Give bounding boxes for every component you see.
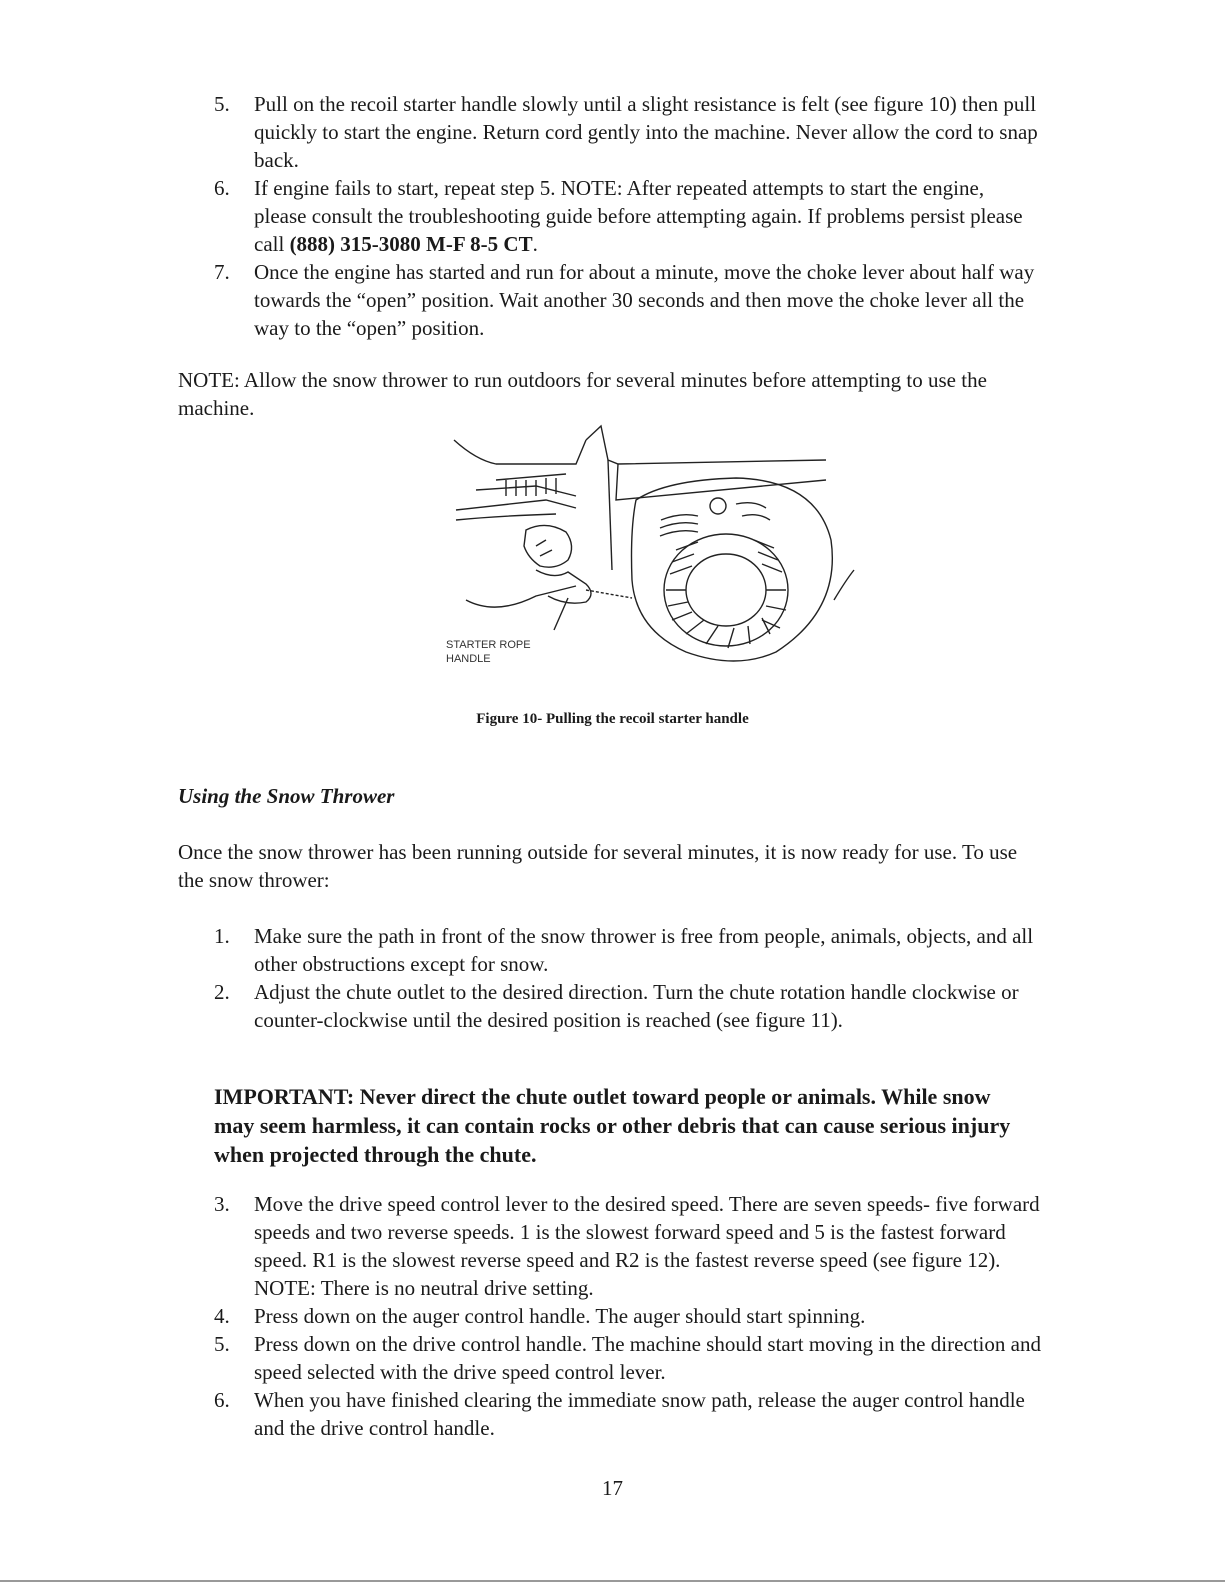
important-warning: IMPORTANT: Never direct the chute outlet toward people or animals. While snow may seem harmless, it can contain rocks or other debris that can cause serious injury when projected through the chute. — [214, 1084, 1011, 1167]
list-item — [178, 978, 1038, 1034]
list-item-number: 4. — [214, 1304, 230, 1328]
list-item-number: 3. — [214, 1192, 230, 1216]
list-item-number: 5. — [214, 92, 230, 116]
list-item-text: When you have finished clearing the immediate snow path, release the auger control handle and the drive control handle. — [254, 1388, 1025, 1440]
list-item — [178, 174, 1038, 258]
section-heading: Using the Snow Thrower — [178, 784, 395, 808]
list-item-text: Once the engine has started and run for about a minute, move the choke lever about half way towards the “open” position. Wait another 30 seconds and then move the choke lever all the way to the “open” position. — [254, 260, 1035, 340]
list-item-number: 1. — [214, 924, 230, 948]
phone-number-text: (888) 315-3080 M-F 8-5 CT — [289, 232, 533, 256]
list-item-text: Adjust the chute outlet to the desired direction. Turn the chute rotation handle clockwise or counter-clockwise until the desired position is reached (see figure 11). — [254, 980, 1019, 1032]
list-item-text: If engine fails to start, repeat step 5. NOTE: After repeated attempts to start the engine, please consult the troubleshooting guide before attempting again. If problems persist please call — [254, 176, 1023, 256]
figure-label-line2: HANDLE — [446, 653, 491, 665]
list-item-text: Make sure the path in front of the snow thrower is free from people, animals, objects, and all other obstructions except for snow. — [254, 924, 1034, 976]
list-item-number: 5. — [214, 1332, 230, 1356]
list-item — [178, 922, 1038, 978]
list-item — [178, 1302, 1048, 1330]
start-steps-list — [178, 90, 1038, 342]
recoil-starter-illustration — [436, 420, 856, 690]
list-item-text: . — [532, 232, 538, 256]
list-item-number: 7. — [214, 260, 230, 284]
note-paragraph: NOTE: Allow the snow thrower to run outdoors for several minutes before attempting to use the machine. — [178, 368, 987, 420]
list-item-text: Press down on the drive control handle. The machine should start moving in the direction and speed selected with the drive speed control lever. — [254, 1332, 1041, 1384]
list-item — [178, 1330, 1048, 1386]
list-item-text: Move the drive speed control lever to the desired speed. There are seven speeds- five forward speeds and two reverse speeds. 1 is the slowest forward speed and 5 is the fastest forward speed. R1 is the slowest reverse speed and R2 is the fastest reverse speed (see figure 12). NOTE: There is no neutral drive setting. — [254, 1192, 1040, 1300]
list-item — [178, 1190, 1048, 1302]
figure-label-line1: STARTER ROPE — [446, 639, 531, 651]
list-item-text: Pull on the recoil starter handle slowly until a slight resistance is felt (see figure 10) then pull quickly to start the engine. Return cord gently into the machine. Never allow the cord to snap back. — [254, 92, 1038, 172]
usage-steps-list — [178, 922, 1038, 1034]
list-item — [178, 90, 1038, 174]
list-item — [178, 1386, 1048, 1442]
operation-steps-list — [178, 1190, 1048, 1442]
list-item-text: Press down on the auger control handle. The auger should start spinning. — [254, 1304, 866, 1328]
figure-caption: Figure 10- Pulling the recoil starter handle — [476, 711, 749, 727]
list-item — [178, 258, 1038, 342]
list-item-number: 6. — [214, 1388, 230, 1412]
intro-paragraph: Once the snow thrower has been running outside for several minutes, it is now ready for use. To use the snow thrower: — [178, 840, 1018, 892]
page-bottom-edge — [0, 1580, 1225, 1582]
list-item-number: 6. — [214, 176, 230, 200]
recoil-starter-figure — [436, 420, 856, 690]
list-item-number: 2. — [214, 980, 230, 1004]
page-number: 17 — [602, 1476, 623, 1500]
